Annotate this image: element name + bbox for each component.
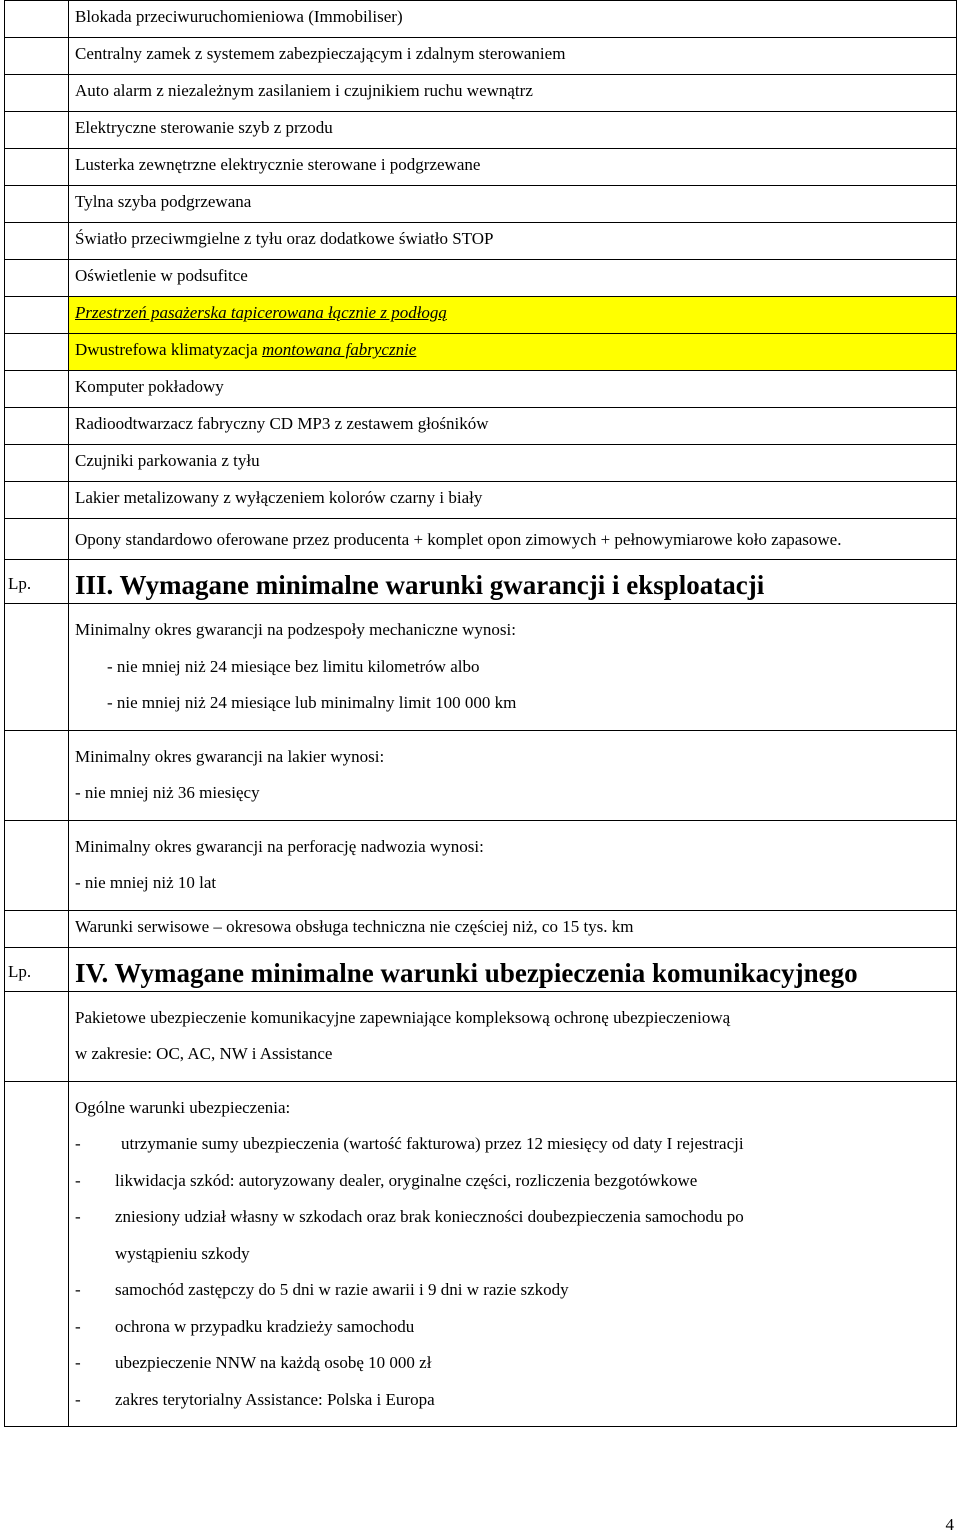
table-row <box>5 186 957 223</box>
table-row <box>5 910 957 947</box>
section-header-row <box>5 560 957 604</box>
insurance-scope: w zakresie: OC, AC, NW i Assistance <box>75 1044 333 1063</box>
list-item: - zniesiony udział własny w szkodach oraz brak konieczności doubezpieczenia samochodu po <box>75 1207 744 1226</box>
feature-paint: Lakier metalizowany z wyłączeniem kolorów czarny i biały <box>69 482 957 519</box>
list-item: - utrzymanie sumy ubezpieczenia (wartość fakturowa) przez 12 miesięcy od daty I rejestracji <box>75 1134 744 1153</box>
feature-tyres: Opony standardowo oferowane przez producenta + komplet opon zimowych + pełnowymiarowe koło zapasowe. <box>69 519 957 560</box>
table-row <box>5 408 957 445</box>
paint-warranty-title: Minimalny okres gwarancji na lakier wynosi: <box>75 746 385 766</box>
requirements-table <box>4 0 957 1427</box>
section3-title: III. Wymagane minimalne warunki gwarancji i eksploatacji <box>69 560 957 604</box>
section4-lp: Lp. <box>5 947 69 991</box>
feature-climate-factory: montowana fabrycznie <box>261 340 417 359</box>
table-row <box>5 223 957 260</box>
table-row <box>5 730 957 820</box>
table-row-highlighted <box>5 334 957 371</box>
table-row <box>5 445 957 482</box>
paint-warranty-value: - nie mniej niż 36 miesięcy <box>75 783 260 802</box>
feature-radio: Radioodtwarzacz fabryczny CD MP3 z zestawem głośników <box>69 408 957 445</box>
list-item: - ubezpieczenie NNW na każdą osobę 10 000 zł <box>75 1353 432 1372</box>
table-row <box>5 260 957 297</box>
table-row <box>5 112 957 149</box>
table-row <box>5 1081 957 1427</box>
section4-title: IV. Wymagane minimalne warunki ubezpieczenia komunikacyjnego <box>69 947 957 991</box>
feature-ceiling-light: Oświetlenie w podsufitce <box>69 260 957 297</box>
table-row <box>5 75 957 112</box>
table-row <box>5 604 957 731</box>
feature-alarm: Auto alarm z niezależnym zasilaniem i czujnikiem ruchu wewnątrz <box>69 75 957 112</box>
list-item: - zakres terytorialny Assistance: Polska i Europa <box>75 1389 435 1409</box>
perforation-warranty-value: - nie mniej niż 10 lat <box>75 873 217 892</box>
mech-warranty-title: Minimalny okres gwarancji na podzespoły mechaniczne wynosi: <box>75 620 516 639</box>
mech-warranty-option-1: - nie mniej niż 24 miesiące bez limitu kilometrów albo <box>107 656 480 676</box>
table-row-highlighted <box>5 297 957 334</box>
table-row <box>5 820 957 910</box>
list-item-continuation: wystąpieniu szkody <box>115 1243 250 1263</box>
feature-windows: Elektryczne sterowanie szyb z przodu <box>69 112 957 149</box>
insurance-package: Pakietowe ubezpieczenie komunikacyjne zapewniające kompleksową ochronę ubezpieczeniową <box>75 1007 731 1027</box>
list-item: - ochrona w przypadku kradzieży samochodu <box>75 1316 415 1336</box>
feature-immobiliser: Blokada przeciwuruchomieniowa (Immobiliser) <box>69 1 957 38</box>
perforation-warranty-title: Minimalny okres gwarancji na perforację nadwozia wynosi: <box>75 836 484 856</box>
table-row <box>5 38 957 75</box>
general-conditions-title: Ogólne warunki ubezpieczenia: <box>75 1097 291 1117</box>
feature-central-lock: Centralny zamek z systemem zabezpieczającym i zdalnym sterowaniem <box>69 38 957 75</box>
feature-parking-sensors: Czujniki parkowania z tyłu <box>69 445 957 482</box>
document-table-wrapper <box>4 0 957 1427</box>
table-row <box>5 1 957 38</box>
mech-warranty-option-2: - nie mniej niż 24 miesiące lub minimalny limit 100 000 km <box>107 693 517 712</box>
list-item: - samochód zastępczy do 5 dni w razie awarii i 9 dni w razie szkody <box>75 1280 569 1299</box>
section-header-row <box>5 947 957 991</box>
page-number: 4 <box>945 1515 954 1534</box>
service-conditions: Warunki serwisowe – okresowa obsługa techniczna nie częściej niż, co 15 tys. km <box>69 910 957 947</box>
feature-fog-light: Światło przeciwmgielne z tyłu oraz dodatkowe światło STOP <box>69 223 957 260</box>
feature-mirrors: Lusterka zewnętrzne elektrycznie sterowane i podgrzewane <box>69 149 957 186</box>
feature-upholstery: Przestrzeń pasażerska tapicerowana łącznie z podłogą <box>75 303 447 322</box>
table-row <box>5 482 957 519</box>
table-row <box>5 149 957 186</box>
feature-climate: Dwustrefowa klimatyzacja <box>75 340 262 359</box>
table-row <box>5 519 957 560</box>
feature-rear-window: Tylna szyba podgrzewana <box>69 186 957 223</box>
feature-computer: Komputer pokładowy <box>69 371 957 408</box>
table-row <box>5 991 957 1081</box>
list-item: - likwidacja szkód: autoryzowany dealer, oryginalne części, rozliczenia bezgotówkowe <box>75 1170 698 1190</box>
section3-lp: Lp. <box>5 560 69 604</box>
table-row <box>5 371 957 408</box>
